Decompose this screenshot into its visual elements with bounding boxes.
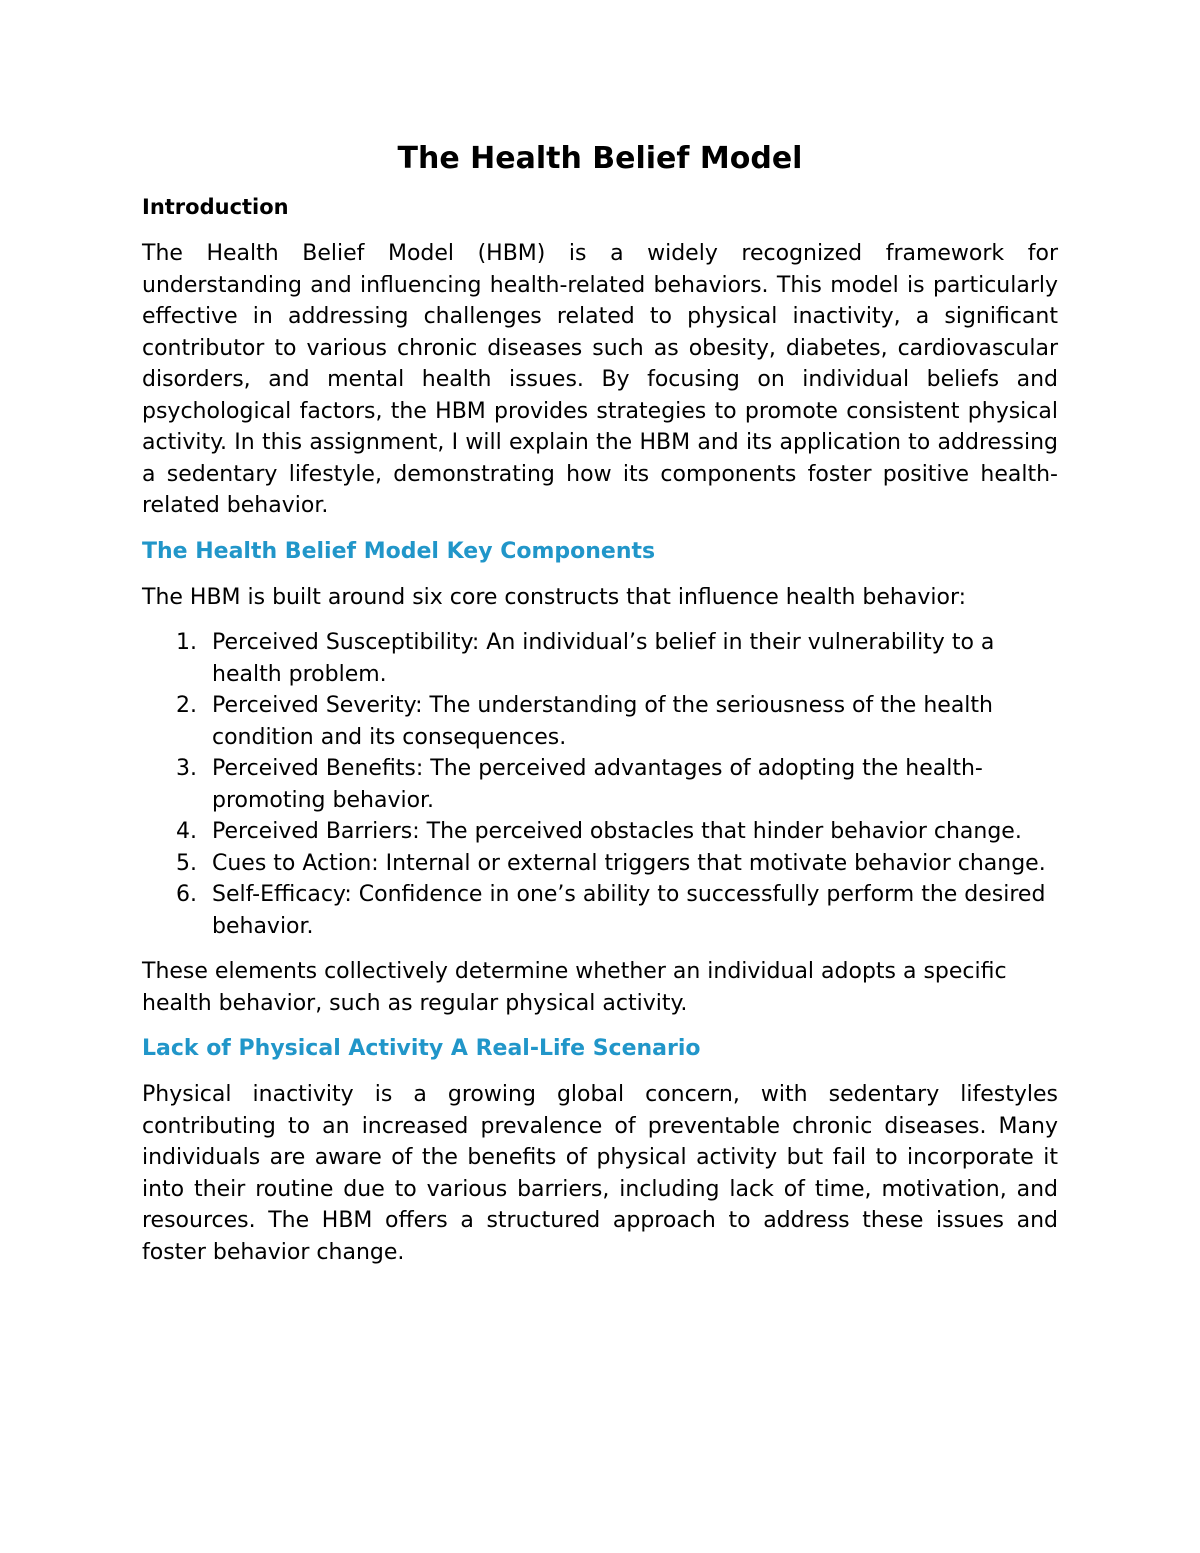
section-heading-key-components: The Health Belief Model Key Components xyxy=(142,538,656,564)
list-item-text: Self-Efficacy: Confidence in one’s ability to successfully perform the desired behavior. xyxy=(212,882,1046,939)
list-item xyxy=(142,627,1058,690)
list-item-number: 2. xyxy=(176,693,197,718)
document-title: The Health Belief Model xyxy=(397,141,803,176)
list-item xyxy=(142,848,1058,880)
intro-paragraph: The Health Belief Model (HBM) is a widely recognized framework for understanding and influencing health-related behaviors. This model is particularly effective in addressing challenges related to physical inactivity, a significant contributor to various chronic diseases such as obesity, diabetes, cardiovascular disorders, and mental health issues. By focusing on individual beliefs and psychological factors, the HBM provides strategies to promote consistent physical activity. In this assignment, I will explain the HBM and its application to addressing a sedentary lifestyle, demonstrating how its components foster positive health-related behavior. xyxy=(142,241,1058,518)
list-item-number: 6. xyxy=(176,882,197,907)
document-page xyxy=(142,138,1058,1282)
list-item-text: Cues to Action: Internal or external triggers that motivate behavior change. xyxy=(212,850,1046,876)
key-components-lead: The HBM is built around six core constructs that influence health behavior: xyxy=(142,584,967,610)
list-item-text: Perceived Susceptibility: An individual’s belief in their vulnerability to a health problem. xyxy=(212,630,995,687)
list-item-text: Perceived Benefits: The perceived advantages of adopting the health-promoting behavior. xyxy=(212,756,983,813)
list-item-number: 4. xyxy=(176,819,197,844)
components-list xyxy=(142,627,1058,942)
list-item-number: 5. xyxy=(176,850,197,876)
intro-heading: Introduction xyxy=(142,195,289,219)
list-item xyxy=(142,753,1058,816)
section-heading-physical-activity: Lack of Physical Activity A Real-Life Scenario xyxy=(142,1036,701,1061)
list-item xyxy=(142,879,1058,942)
list-item-text: Perceived Severity: The understanding of the seriousness of the health condition and its consequences. xyxy=(212,693,993,750)
list-item-text: Perceived Barriers: The perceived obstacles that hinder behavior change. xyxy=(212,819,1022,844)
list-item-number: 3. xyxy=(176,756,197,781)
list-item-number: 1. xyxy=(176,630,197,655)
physical-activity-paragraph: Physical inactivity is a growing global concern, with sedentary lifestyles contributing to an increased prevalence of preventable chronic diseases. Many individuals are aware of the benefits of physical activity but fail to incorporate it into their routine due to various barriers, including lack of time, motivation, and resources. The HBM offers a structured approach to address these issues and foster behavior change. xyxy=(142,1082,1058,1265)
key-components-closing: These elements collectively determine whether an individual adopts a specific health behavior, such as regular physical activity. xyxy=(142,959,1007,1016)
list-item xyxy=(142,816,1058,848)
list-item xyxy=(142,690,1058,753)
